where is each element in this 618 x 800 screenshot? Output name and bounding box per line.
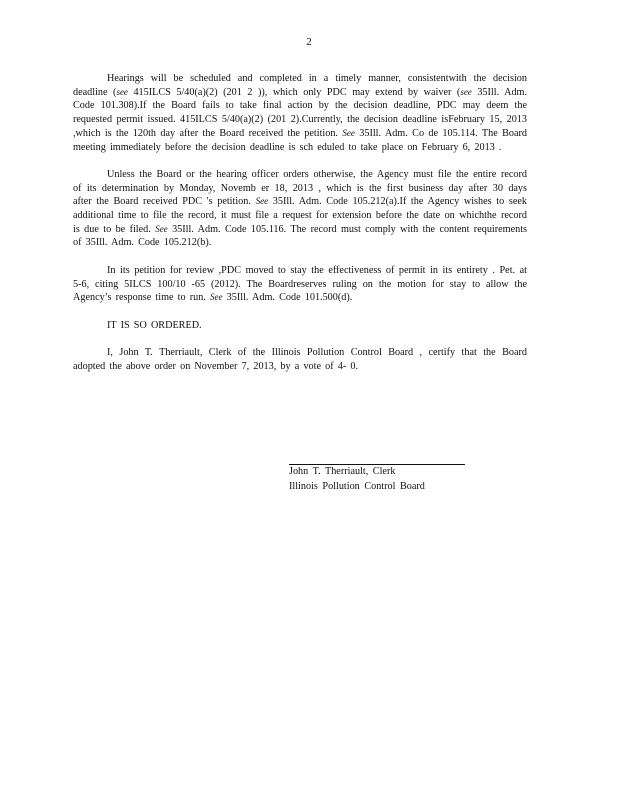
citation-signal: See — [210, 292, 223, 303]
signatory-name: John T. Therriault, Clerk — [289, 466, 396, 477]
paragraph-record-filing — [73, 168, 527, 250]
order-body — [73, 72, 527, 387]
text-run: 35Ill. Adm. Code 101.308).If the Board fails to take final action by the decision deadline, PDC may deem the requested permit issued. 415ILCS 5/40(a)(2) (201 2).Currently, the decision deadline isFebruary 15, 2013 ,which is the 120th day after the Board received the petition. — [73, 86, 528, 139]
text-run: I, John T. Therriault, Clerk of the Illinois Pollution Control Board , certify that the Board adopted the above order on November 7, 2013, by a vote of 4- 0. — [73, 347, 527, 372]
citation-signal: See — [155, 223, 168, 234]
text-run: 415ILCS 5/40(a)(2) (201 2 )), which only PDC may extend by waiver ( — [127, 86, 461, 98]
citation-signal: See — [255, 196, 269, 207]
text-run: IT IS SO ORDERED. — [107, 319, 202, 331]
citation-signal: see — [116, 86, 128, 97]
signatory-organization: Illinois Pollution Control Board — [289, 480, 425, 492]
text-run: In its petition for review ,PDC moved to stay the effectiveness of permit in its entirety . Pet. at 5-6, citing 5ILCS 100/10 -65 (2012). The Boardreserves ruling on the motion for stay to allow the Agency’s response time to run. — [73, 264, 527, 304]
citation-signal: See — [342, 127, 355, 138]
text-run: 35Ill. Adm. Code 101.500(d). — [222, 292, 353, 304]
text-run: 35Ill. Adm. Code 105.212(a).If the Agency wishes to seek additional time to file the record, it must file a request for extension before the date on whichthe record is due to be filed. — [73, 196, 527, 235]
text-run: Hearings will be scheduled and completed in a timely manner, consistentwith the decision deadline ( — [73, 73, 527, 98]
paragraph-so-ordered — [73, 319, 527, 333]
page-number: 2 — [306, 36, 312, 48]
signature-block — [289, 465, 425, 494]
paragraph-motion-to-stay — [73, 264, 527, 305]
text-run: 35Ill. Adm. Code 105.116. The record must comply with the content requirements of 35Ill. Adm. Code 105.212(b). — [73, 223, 527, 249]
paragraph-hearings — [73, 72, 527, 154]
text-run: Unless the Board or the hearing officer orders otherwise, the Agency must file the entire record of its determination by Monday, Novemb er 18, 2013 , which is the first business day after 30 days after the Board received PDC 's petition. — [73, 168, 527, 208]
text-run: 35Ill. Adm. Co de 105.114. The Board meeting immediately before the decision deadline is sch eduled to take place on February 6, 2013 . — [73, 127, 527, 153]
citation-signal: see — [460, 86, 472, 97]
paragraph-clerk-certification — [73, 346, 527, 373]
